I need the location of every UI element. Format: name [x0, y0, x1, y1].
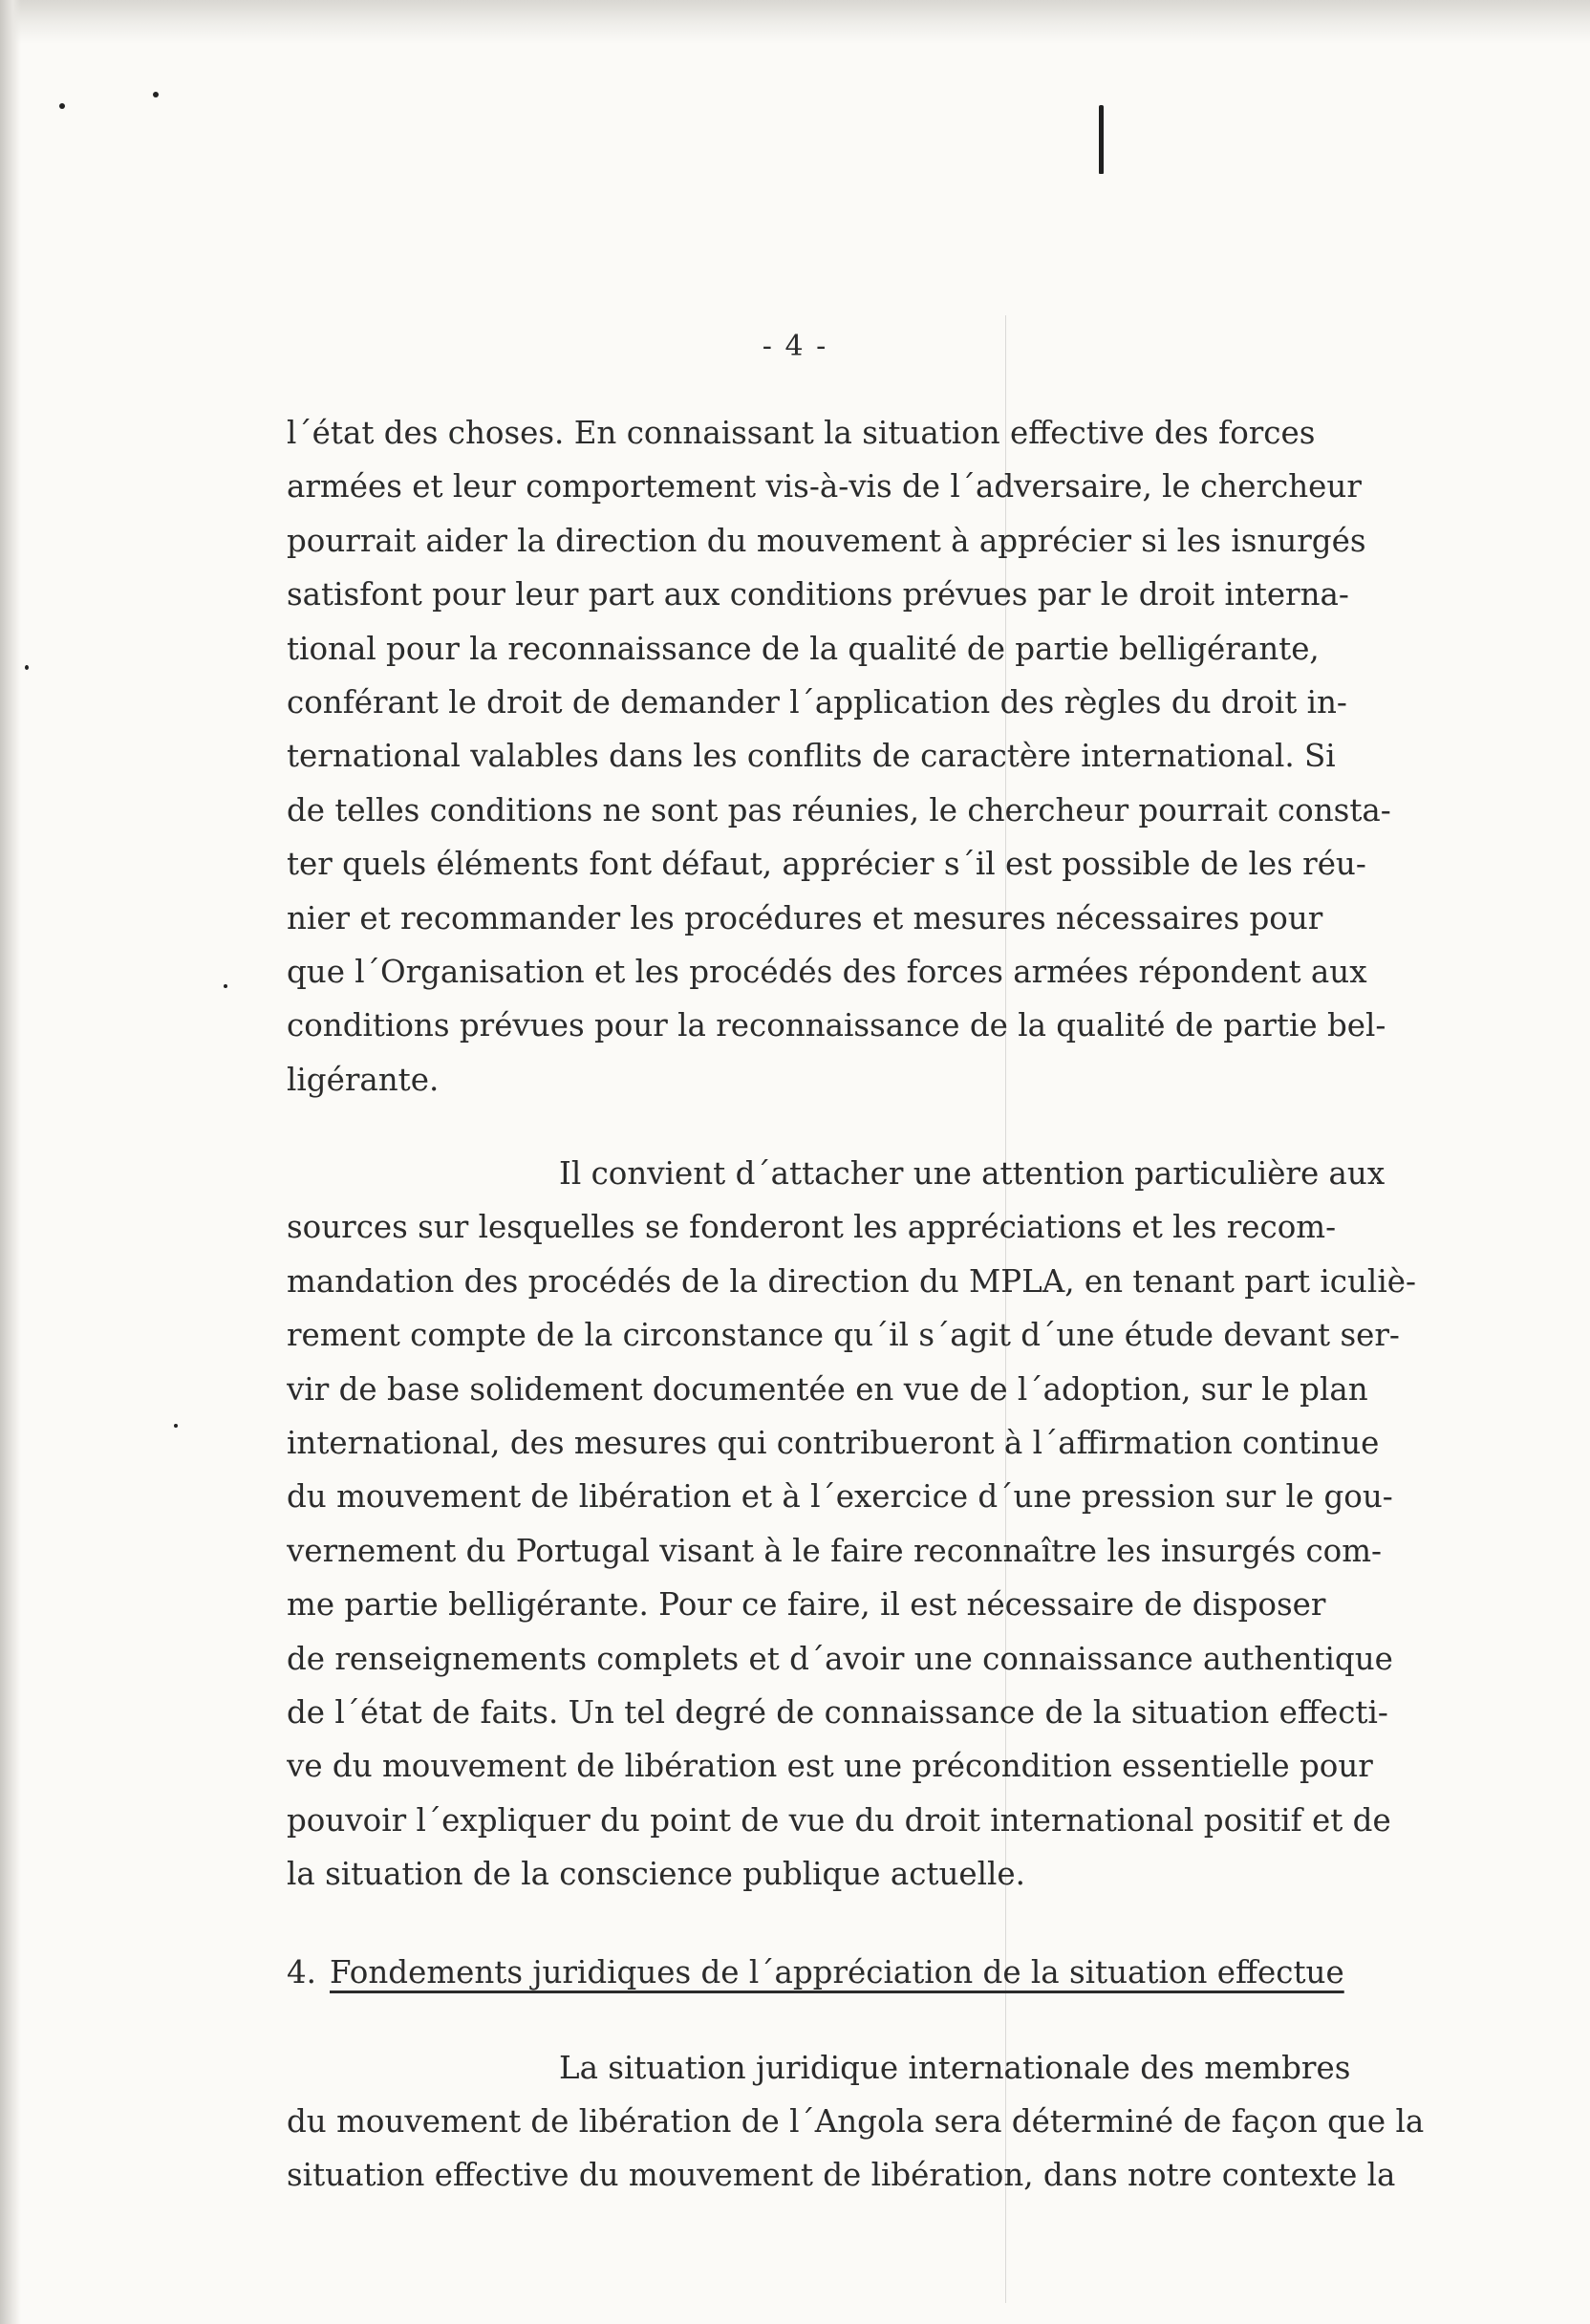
text-line: international, des mesures qui contribueront à l´affirmation continue — [287, 1425, 1380, 1462]
ink-speck — [25, 665, 29, 670]
text-line: ve du mouvement de libération est une précondition essentielle pour — [287, 1748, 1373, 1785]
text-line: de telles conditions ne sont pas réunies, le chercheur pourrait consta- — [287, 791, 1391, 828]
page-top-edge — [0, 0, 1590, 44]
text-line: armées et leur comportement vis-à-vis de l´adversaire, le chercheur — [287, 468, 1362, 506]
text-line: du mouvement de libération et à l´exercice d´une pression sur le gou- — [287, 1478, 1393, 1516]
paragraph-2 — [287, 1147, 1452, 1901]
text-line: que l´Organisation et les procédés des forces armées répondent aux — [287, 953, 1367, 990]
text-line: pouvoir l´expliquer du point de vue du droit international positif et de — [287, 1801, 1391, 1839]
text-line: nier et recommander les procédures et mesures nécessaires pour — [287, 899, 1323, 936]
text-line: du mouvement de libération de l´Angola sera déterminé de façon que la — [287, 2102, 1425, 2140]
ink-speck — [153, 92, 159, 97]
ink-speck — [174, 1424, 178, 1428]
text-line: de l´état de faits. Un tel degré de connaissance de la situation effecti- — [287, 1693, 1388, 1731]
text-line: ternational valables dans les conflits de caractère international. Si — [287, 738, 1336, 775]
text-line: vir de base solidement documentée en vue de l´adoption, sur le plan — [287, 1370, 1368, 1408]
text-line: me partie belligérante. Pour ce faire, il est nécessaire de disposer — [287, 1586, 1326, 1624]
paragraph-1 — [287, 406, 1452, 1107]
text-line: de renseignements complets et d´avoir une connaissance authentique — [287, 1640, 1393, 1677]
ink-mark — [1099, 105, 1104, 174]
section-heading — [287, 1944, 1452, 2001]
text-line: ligérante. — [287, 1061, 440, 1098]
text-line: mandation des procédés de la direction du MPLA, en tenant part iculiè- — [287, 1262, 1416, 1300]
text-line: Il convient d´attacher une attention particulière aux — [559, 1155, 1386, 1193]
text-line: l´état des choses. En connaissant la situation effective des forces — [287, 415, 1316, 451]
text-line: satisfont pour leur part aux conditions prévues par le droit interna- — [287, 576, 1349, 613]
text-line: situation effective du mouvement de libération, dans notre contexte la — [287, 2157, 1396, 2194]
ink-speck — [224, 984, 227, 988]
text-line: La situation juridique internationale des membres — [559, 2049, 1351, 2086]
paragraph-3 — [287, 2041, 1452, 2203]
ink-speck — [59, 103, 65, 109]
text-line: conditions prévues pour la reconnaissance de la qualité de partie bel- — [287, 1007, 1386, 1044]
section-number: 4. — [287, 1953, 317, 1990]
text-line: ter quels éléments font défaut, apprécier s´il est possible de les réu- — [287, 846, 1366, 883]
text-line: la situation de la conscience publique actuelle. — [287, 1856, 1025, 1893]
text-line: tional pour la reconnaissance de la qualité de partie belligérante, — [287, 630, 1320, 667]
page-number: - 4 - — [762, 330, 828, 363]
text-line: vernement du Portugal visant à le faire reconnaître les insurgés com- — [287, 1532, 1383, 1569]
text-line: sources sur lesquelles se fonderont les appréciations et les recom- — [287, 1209, 1337, 1246]
document-body — [287, 406, 1452, 2203]
section-title: Fondements juridiques de l´appréciation de la situation effectue — [330, 1953, 1344, 1990]
text-line: rement compte de la circonstance qu´il s´agit d´une étude devant ser- — [287, 1317, 1400, 1354]
text-line: pourrait aider la direction du mouvement à apprécier si les isnurgés — [287, 522, 1366, 559]
text-line: conférant le droit de demander l´application des règles du droit in- — [287, 683, 1347, 721]
